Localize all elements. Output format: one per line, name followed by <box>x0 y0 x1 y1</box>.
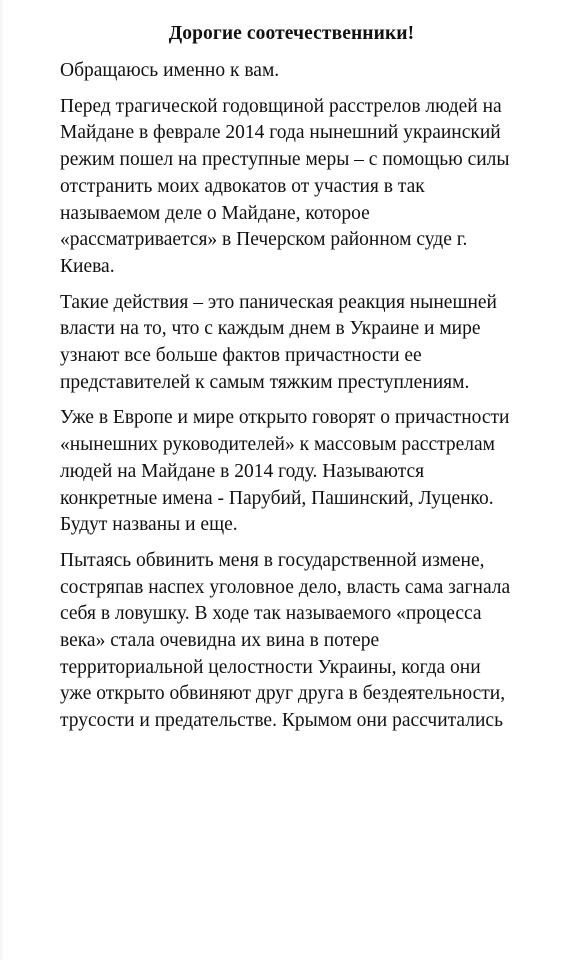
letter-body <box>60 58 560 744</box>
text-line: людей на Майдане в 2014 году. Называются <box>60 460 425 482</box>
text-line: Обращаюсь именно к вам. <box>60 60 280 81</box>
text-line: узнают все больше фактов причастности ее <box>60 345 422 367</box>
text-line: себя в ловушку. В ходе так называемого «процесса <box>60 603 482 625</box>
text-line: Перед трагической годовщиной расстрелов людей на <box>60 95 502 117</box>
text-line: Будут названы и еще. <box>60 514 238 536</box>
scan-edge <box>0 0 4 960</box>
text-line: состряпав наспех уголовное дело, власть сама загнала <box>60 576 511 598</box>
text-line: территориальной целостности Украины, когда они <box>60 656 481 678</box>
text-line: Такие действия – это паническая реакция нынешней <box>60 291 497 313</box>
text-line: власти на то, что с каждым днем в Украине и мире <box>60 318 481 340</box>
text-line: представителей к самым тяжким преступлениям. <box>60 371 470 393</box>
text-line: уже открыто обвиняют друг друга в бездеятельности, <box>60 683 506 705</box>
paragraph <box>60 405 560 539</box>
letter-title: Дорогие соотечественники! <box>168 23 415 44</box>
text-line: «нынешних руководителей» к массовым расстрелам <box>60 434 496 456</box>
paragraph <box>60 548 560 735</box>
text-line: Майдане в феврале 2014 года нынешний украинский <box>60 122 501 144</box>
text-line: «рассматривается» в Печерском районном суде г. <box>60 229 468 251</box>
paragraph <box>60 58 560 85</box>
text-line: Киева. <box>60 255 115 277</box>
text-line: Уже в Европе и мире открыто говорят о причастности <box>60 407 510 429</box>
paragraph <box>60 94 560 281</box>
text-line: режим пошел на преступные меры – с помощью силы <box>60 149 510 171</box>
text-line: Пытаясь обвинить меня в государственной измене, <box>60 549 485 571</box>
text-line: отстранить моих адвокатов от участия в так <box>60 175 425 197</box>
text-line: трусости и предательстве. Крымом они рассчитались <box>60 710 503 732</box>
text-line: называемом деле о Майдане, которое <box>60 202 370 224</box>
text-line: конкретные имена - Парубий, Пашинский, Луценко. <box>60 487 494 509</box>
text-line: века» стала очевидна их вина в потере <box>60 630 380 652</box>
paragraph <box>60 290 560 397</box>
